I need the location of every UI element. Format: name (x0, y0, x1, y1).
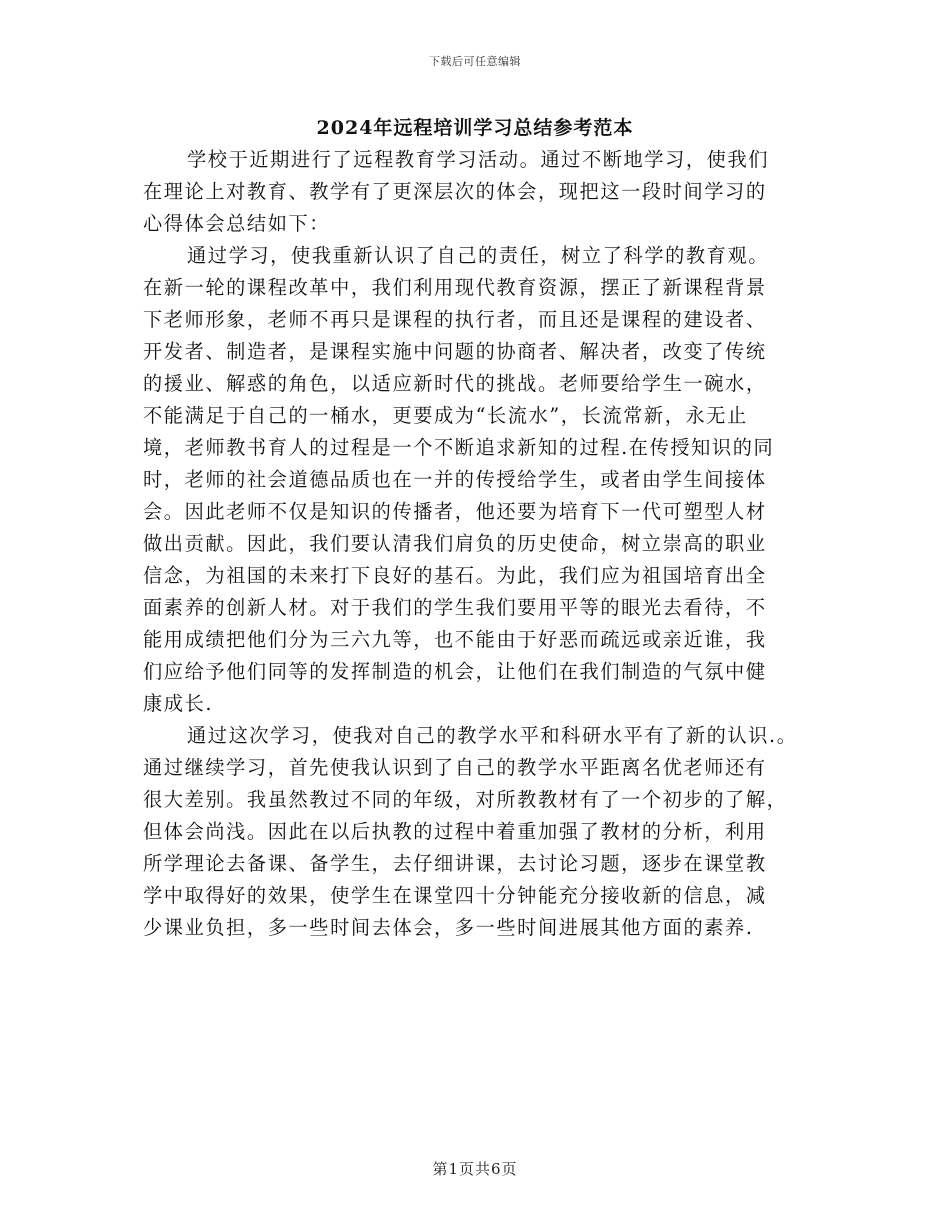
text-line: 们应给予他们同等的发挥制造的机会，让他们在我们制造的气氛中健 (143, 660, 767, 683)
text-line: 下老师形象，老师不再只是课程的执行者，而且还是课程的建设者、 (143, 308, 767, 331)
text-line: 会。因此老师不仅是知识的传播者，他还要为培育下一代可塑型人材 (143, 500, 767, 523)
text-line: 学校于近期进行了远程教育学习活动。通过不断地学习，使我们 (187, 148, 770, 171)
text-line: 通过这次学习，使我对自己的教学水平和科研水平有了新的认识.。 (187, 724, 798, 747)
text-line: 时，老师的社会道德品质也在一并的传授给学生，或者由学生间接体 (143, 468, 767, 491)
header-note: 下载后可任意编辑 (429, 55, 521, 68)
text-line: 面素养的创新人材。对于我们的学生我们要用平等的眼光去看待，不 (143, 596, 767, 619)
text-line: 开发者、制造者，是课程实施中问题的协商者、解决者，改变了传统 (143, 340, 767, 363)
text-line: 在理论上对教育、教学有了更深层次的体会，现把这一段时间学习的 (143, 180, 767, 203)
document-title: 2024年远程培训学习总结参考范本 (316, 117, 634, 139)
page-number: 第1页共6页 (432, 1160, 518, 1178)
text-line: 通过继续学习，首先使我认识到了自己的教学水平距离名优老师还有 (143, 756, 767, 779)
text-line: 但体会尚浅。因此在以后执教的过程中着重加强了教材的分析，利用 (143, 820, 767, 843)
text-line: 所学理论去备课、备学生，去仔细讲课，去讨论习题，逐步在课堂教 (143, 852, 767, 875)
text-line: 通过学习，使我重新认识了自己的责任，树立了科学的教育观。 (187, 244, 770, 267)
text-line: 在新一轮的课程改革中，我们利用现代教育资源，摆正了新课程背景 (143, 276, 767, 299)
text-line: 学中取得好的效果，使学生在课堂四十分钟能充分接收新的信息，减 (143, 884, 767, 907)
text-line: 不能满足于自己的一桶水，更要成为“长流水”，长流常新，永无止 (143, 404, 748, 427)
text-line: 康成长. (143, 692, 214, 715)
text-line: 很大差别。我虽然教过不同的年级，对所教教材有了一个初步的了解， (143, 788, 788, 811)
text-line: 心得体会总结如下： (143, 212, 331, 235)
text-line: 能用成绩把他们分为三六九等，也不能由于好恶而疏远或亲近谁，我 (143, 628, 767, 651)
text-line: 信念，为祖国的未来打下良好的基石。为此，我们应为祖国培育出全 (143, 564, 767, 587)
text-line: 境，老师教书育人的过程是一个不断追求新知的过程.在传授知识的同 (143, 436, 775, 459)
text-line: 做出贡献。因此，我们要认清我们肩负的历史使命，树立崇高的职业 (143, 532, 767, 555)
text-line: 的援业、解惑的角色，以适应新时代的挑战。老师要给学生一碗水， (143, 372, 767, 395)
body-text (143, 144, 833, 944)
text-line: 少课业负担，多一些时间去体会，多一些时间进展其他方面的素养. (143, 916, 754, 939)
